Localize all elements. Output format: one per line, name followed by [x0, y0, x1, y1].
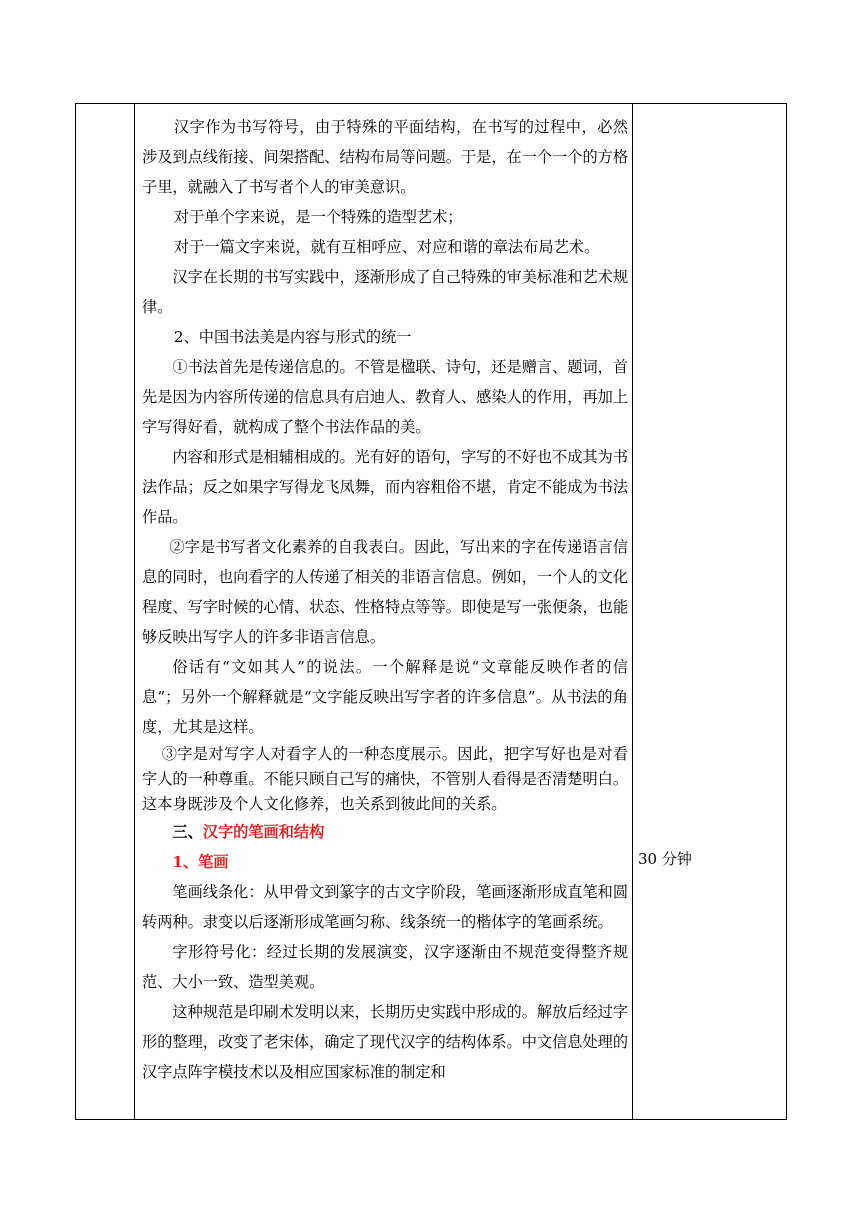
lesson-table — [75, 103, 787, 1120]
paragraph: 汉字在长期的书写实践中，逐渐形成了自己特殊的审美标准和艺术规律。 — [142, 268, 629, 316]
paragraph: ③字是对写字人对看字人的一种态度展示。因此，把字写好也是对看字人的一种尊重。不能只顾自己写的痛快，不管别人看得是否清楚明白。这本身既涉及个人文化修养，也关系到彼此间的关系。 — [142, 745, 628, 813]
paragraph: ①书法首先是传递信息的。不管是楹联、诗句，还是赠言、题词，首先是因为内容所传递的信息具有启迪人、教育人、感染人的作用，再加上字写得好看，就构成了整个书法作品的美。 — [142, 358, 629, 436]
column-divider — [134, 104, 135, 1119]
paragraph: 内容和形式是相辅相成的。光有好的语句，字写的不好也不成其为书法作品；反之如果字写得龙飞凤舞，而内容粗俗不堪，肯定不能成为书法作品。 — [142, 448, 629, 526]
column-divider — [632, 104, 633, 1119]
paragraph: 字形符号化：经过长期的发展演变，汉字逐渐由不规范变得整齐规范、大小一致、造型美观。 — [142, 943, 628, 991]
paragraph: 俗话有“文如其人”的说法。一个解释是说“文章能反映作者的信息”；另外一个解释就是“文字能反映出写字者的许多信息”。从书法的角度，尤其是这样。 — [142, 658, 628, 736]
section-heading — [142, 817, 628, 847]
paragraph: 对于单个字来说，是一个特殊的造型艺术； — [173, 208, 463, 226]
paragraph: 汉字作为书写符号，由于特殊的平面结构，在书写的过程中，必然涉及到点线衔接、间架搭配、结构布局等问题。于是，在一个一个的方格子里，就融入了书写者个人的审美意识。 — [142, 118, 628, 196]
subsection-heading — [142, 847, 628, 877]
paragraph: 对于一篇文字来说，就有互相呼应、对应和谐的章法布局艺术。 — [173, 238, 600, 256]
time-label: 30 分钟 — [638, 850, 692, 868]
paragraph: 这种规范是印刷术发明以来，长期历史实践中形成的。解放后经过字形的整理，改变了老宋体，确定了现代汉字的结构体系。中文信息处理的汉字点阵字模技术以及相应国家标准的制定和 — [142, 1003, 629, 1081]
paragraph: ②字是书写者文化素养的自我表白。因此，写出来的字在传递语言信息的同时，也向看字的人传递了相关的非语言信息。例如，一个人的文化程度、写字时候的心情、状态、性格特点等等。即使是写一张便条，也能够反映出写字人的许多非语言信息。 — [142, 538, 628, 646]
subsection-title: 1、笔画 — [172, 853, 229, 871]
paragraph: 笔画线条化：从甲骨文到篆字的古文字阶段，笔画逐渐形成直笔和圆转两种。隶变以后逐渐形成笔画匀称、线条统一的楷体字的笔画系统。 — [142, 883, 629, 931]
section-title: 汉字的笔画和结构 — [202, 823, 325, 841]
section-number: 三、 — [172, 823, 203, 841]
subheading: 2、中国书法美是内容与形式的统一 — [173, 328, 412, 346]
lesson-content — [142, 112, 628, 1087]
